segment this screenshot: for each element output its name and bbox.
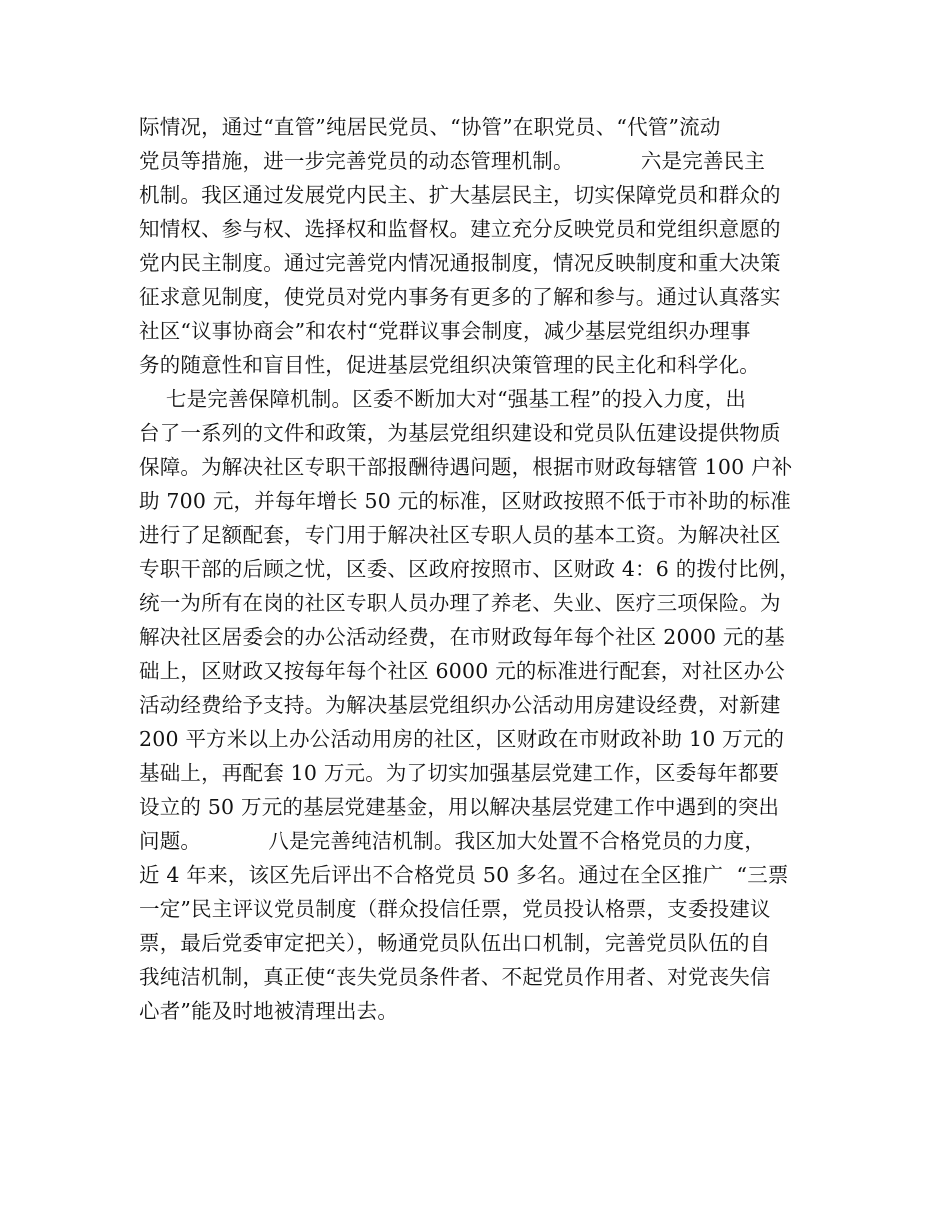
text-line: 一定”民主评议党员制度（群众投信任票，党员投认格票，支委投建议 — [139, 897, 771, 921]
text-line: 活动经费给予支持。为解决基层党组织办公活动用房建设经费，对新建 — [139, 693, 781, 717]
text-line: 设立的 50 万元的基层党建基金，用以解决基层党建工作中遇到的突出 — [139, 795, 780, 819]
text-line: 助 700 元，并每年增长 50 元的标准，区财政按照不低于市补助的标准 — [139, 489, 791, 513]
text-line: 务的随意性和盲目性，促进基层党组织决策管理的民主化和科学化。 — [139, 353, 760, 377]
text-line: 际情况，通过“直管”纯居民党员、“协管”在职党员、“代管”流动 — [139, 115, 721, 139]
text-line: 专职干部的后顾之忧，区委、区政府按照市、区财政 4：6 的拨付比例， — [139, 557, 800, 581]
text-line: 保障。为解决社区专职干部报酬待遇问题，根据市财政每辖管 100 户补 — [139, 455, 793, 479]
text-line: 知情权、参与权、选择权和监督权。建立充分反映党员和党组织意愿的 — [139, 217, 781, 241]
text-line: 进行了足额配套，专门用于解决社区专职人员的基本工资。为解决社区 — [139, 523, 781, 547]
text-line: 党员等措施，进一步完善党员的动态管理机制。 六是完善民主 — [139, 149, 766, 173]
body-text — [139, 110, 829, 1028]
text-line: 础上，区财政又按每年每个社区 6000 元的标准进行配套，对社区办公 — [139, 659, 786, 683]
text-line: 统一为所有在岗的社区专职人员办理了养老、失业、医疗三项保险。为 — [139, 591, 781, 615]
text-line: 征求意见制度，使党员对党内事务有更多的了解和参与。通过认真落实 — [139, 285, 781, 309]
text-line: 七是完善保障机制。区委不断加大对“强基工程”的投入力度，出 — [139, 387, 747, 411]
text-line: 近 4 年来，该区先后评出不合格党员 50 多名。通过在全区推广 “三票 — [139, 863, 789, 887]
text-line: 机制。我区通过发展党内民主、扩大基层民主，切实保障党员和群众的 — [139, 183, 781, 207]
text-line: 心者”能及时地被清理出去。 — [139, 999, 399, 1023]
text-line: 台了一系列的文件和政策，为基层党组织建设和党员队伍建设提供物质 — [139, 421, 781, 445]
text-line: 200 平方米以上办公活动用房的社区，区财政在市财政补助 10 万元的 — [139, 727, 785, 751]
text-line: 我纯洁机制，真正使“丧失党员条件者、不起党员作用者、对党丧失信 — [139, 965, 771, 989]
text-line: 社区“议事协商会”和农村“党群议事会制度，减少基层党组织办理事 — [139, 319, 751, 343]
text-line: 基础上，再配套 10 万元。为了切实加强基层党建工作，区委每年都要 — [139, 761, 780, 785]
text-line: 票，最后党委审定把关），畅通党员队伍出口机制，完善党员队伍的自 — [139, 931, 771, 955]
text-line: 解决社区居委会的办公活动经费，在市财政每年每个社区 2000 元的基 — [139, 625, 786, 649]
text-line: 党内民主制度。通过完善党内情况通报制度，情况反映制度和重大决策 — [139, 251, 781, 275]
text-line: 问题。 八是完善纯洁机制。我区加大处置不合格党员的力度， — [139, 829, 766, 853]
